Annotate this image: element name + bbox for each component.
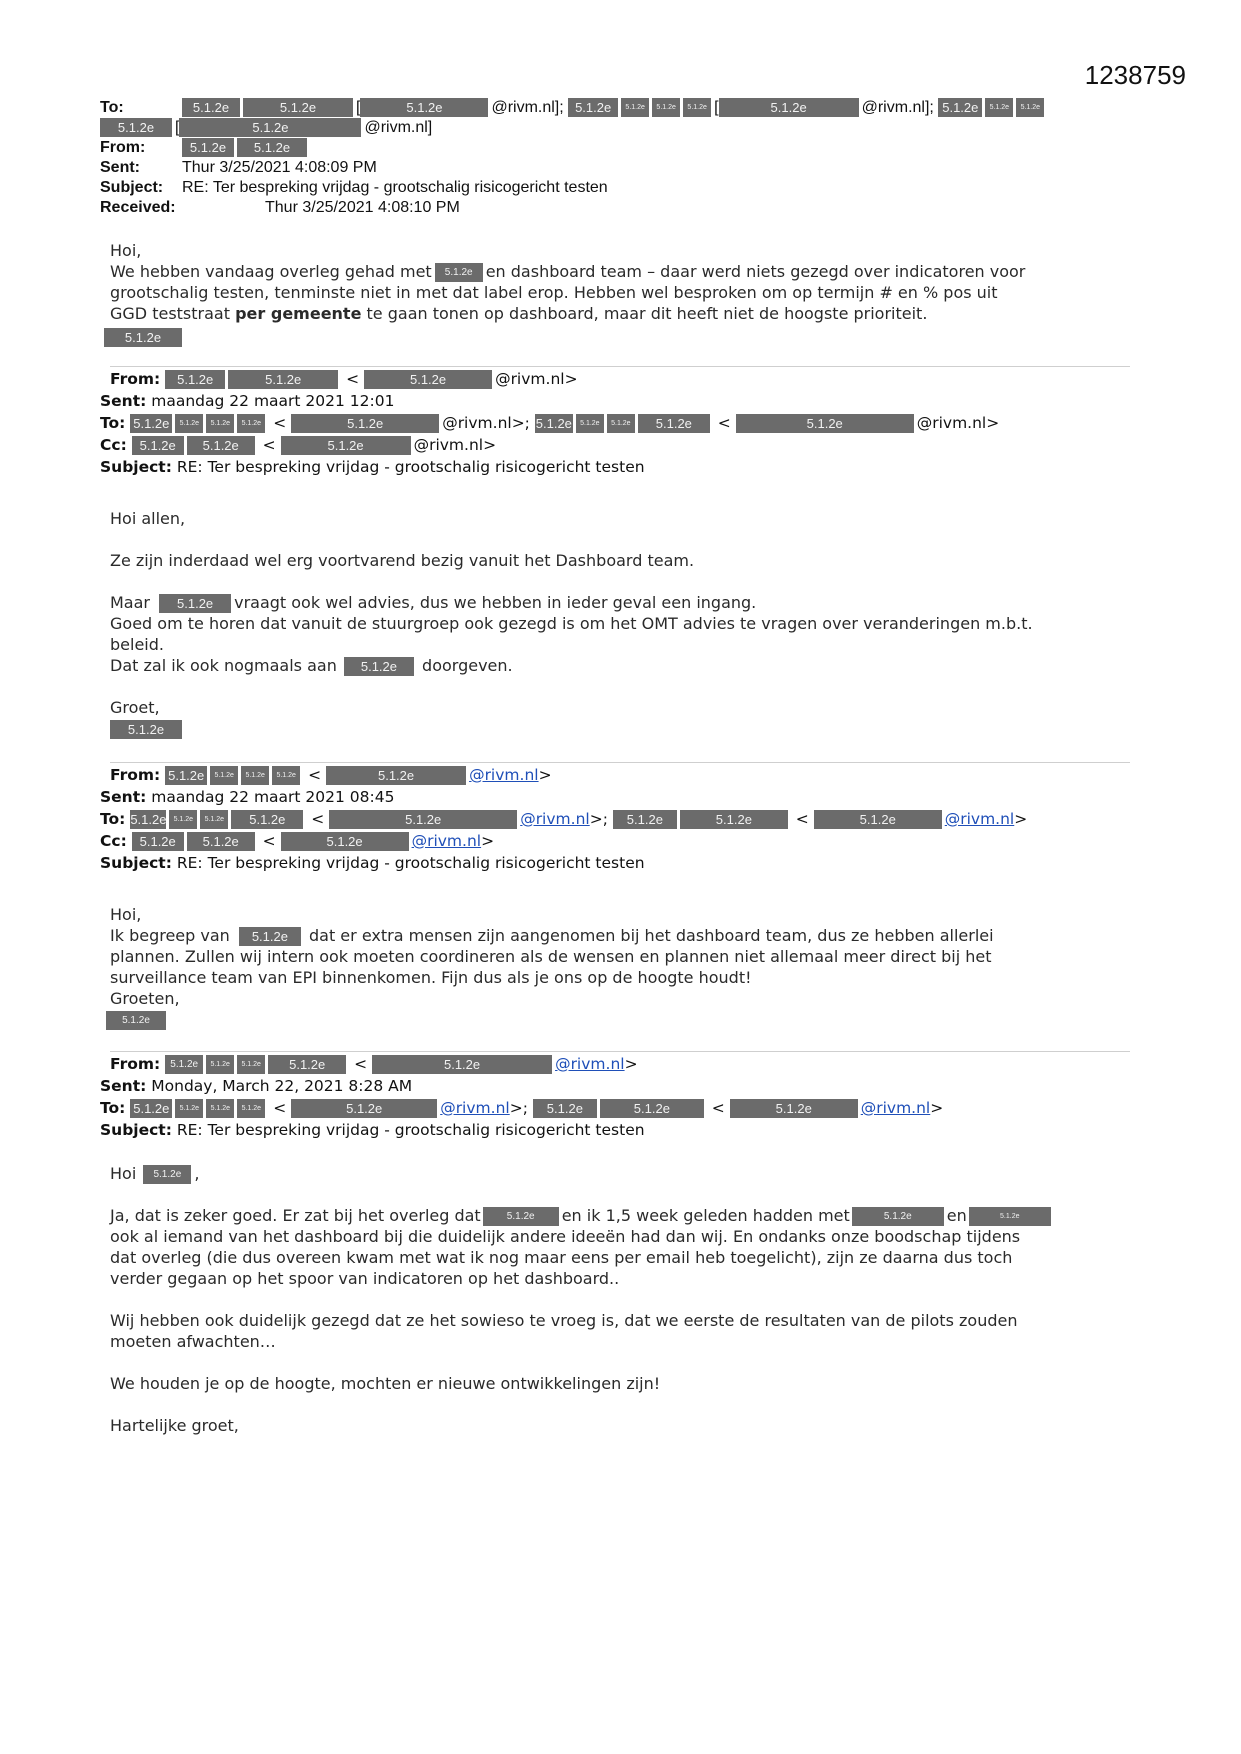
redaction: 5.1.2e bbox=[241, 766, 269, 785]
redaction: 5.1.2e bbox=[268, 1055, 346, 1074]
signature bbox=[110, 1009, 1150, 1030]
body-line: Wij hebben ook duidelijk gezegd dat ze het sowieso te vroeg is, dat we eerste de resultaten van de pilots zouden bbox=[110, 1311, 1018, 1330]
body-line: Ik begreep van 5.1.2e dat er extra mensen zijn aangenomen bij het dashboard team, dus ze hebben allerlei bbox=[110, 926, 994, 945]
redaction: 5.1.2e bbox=[110, 720, 182, 739]
subject-label: Subject: bbox=[100, 179, 164, 196]
received-value: Thur 3/25/2021 4:08:10 PM bbox=[265, 199, 460, 216]
greeting: Hoi 5.1.2e , bbox=[110, 1164, 200, 1183]
bracket: [ bbox=[356, 99, 361, 116]
message-body-1 bbox=[110, 240, 1150, 347]
redaction: 5.1.2e bbox=[344, 657, 414, 676]
redaction: 5.1.2e bbox=[613, 810, 677, 829]
redaction: 5.1.2e bbox=[200, 810, 228, 829]
cc-line: Cc: 5.1.2e 5.1.2e < 5.1.2e @rivm.nl> bbox=[100, 436, 497, 454]
redaction: 5.1.2e bbox=[680, 810, 788, 829]
redaction: 5.1.2e bbox=[533, 1099, 597, 1118]
body-line: Ze zijn inderdaad wel erg voortvarend bezig vanuit het Dashboard team. bbox=[110, 551, 695, 570]
redaction: 5.1.2e bbox=[237, 1099, 265, 1118]
redaction: 5.1.2e bbox=[435, 263, 483, 282]
redaction: 5.1.2e bbox=[814, 810, 942, 829]
redaction: 5.1.2e bbox=[165, 766, 207, 785]
redaction: 5.1.2e bbox=[143, 1165, 191, 1184]
redaction: 5.1.2e bbox=[130, 1099, 172, 1118]
cc-line: Cc: 5.1.2e 5.1.2e < 5.1.2e @rivm.nl> bbox=[100, 832, 495, 850]
sent-value: Thur 3/25/2021 4:08:09 PM bbox=[182, 159, 377, 176]
redaction: 5.1.2e bbox=[621, 98, 649, 117]
redaction: 5.1.2e bbox=[272, 766, 300, 785]
redaction: 5.1.2e bbox=[243, 98, 353, 117]
body-line: We houden je op de hoogte, mochten er nieuwe ontwikkelingen zijn! bbox=[110, 1374, 661, 1393]
separator bbox=[110, 1051, 1130, 1052]
to-line-continued bbox=[100, 118, 432, 138]
from-label: From: bbox=[100, 139, 146, 156]
redaction: 5.1.2e bbox=[281, 436, 411, 455]
redaction: 5.1.2e bbox=[372, 1055, 552, 1074]
greeting: Hoi, bbox=[110, 241, 142, 260]
body-line: beleid. bbox=[110, 635, 164, 654]
redaction: 5.1.2e bbox=[132, 436, 184, 455]
redaction: 5.1.2e bbox=[100, 118, 172, 137]
message-body-2 bbox=[110, 508, 1150, 739]
redaction: 5.1.2e bbox=[329, 810, 517, 829]
closing: Groet, bbox=[110, 698, 160, 717]
body-line: verder gegaan op het spoor van indicatoren op het dashboard.. bbox=[110, 1269, 620, 1288]
redaction: 5.1.2e bbox=[169, 810, 197, 829]
received-line bbox=[100, 198, 460, 218]
redaction: 5.1.2e bbox=[165, 370, 225, 389]
sent-line bbox=[100, 158, 377, 178]
redaction: 5.1.2e bbox=[175, 1099, 203, 1118]
redaction: 5.1.2e bbox=[106, 1011, 166, 1030]
separator bbox=[110, 366, 1130, 367]
redaction: 5.1.2e bbox=[165, 1055, 203, 1074]
redaction: 5.1.2e bbox=[179, 118, 361, 137]
redaction: 5.1.2e bbox=[228, 370, 338, 389]
redaction: 5.1.2e bbox=[159, 594, 231, 613]
redaction: 5.1.2e bbox=[1016, 98, 1044, 117]
body-line: dat overleg (die dus overeen kwam met wat ik nog maar eens per email heb toegelicht), zijn ze daarna dus toch bbox=[110, 1248, 1013, 1267]
redaction: 5.1.2e bbox=[237, 1055, 265, 1074]
from-line: From: 5.1.2e 5.1.2e < 5.1.2e @rivm.nl> bbox=[110, 370, 578, 388]
signature bbox=[110, 718, 1150, 739]
to-line bbox=[100, 98, 1047, 118]
redaction: 5.1.2e bbox=[237, 138, 307, 157]
from-line bbox=[100, 138, 310, 158]
redaction: 5.1.2e bbox=[237, 414, 265, 433]
redaction: 5.1.2e bbox=[719, 98, 859, 117]
to-line: To: 5.1.2e 5.1.2e 5.1.2e 5.1.2e < 5.1.2e @rivm.nl>; 5.1.2e 5.1.2e 5.1.2e 5.1.2e < 5.1.2e @rivm.nl> bbox=[100, 414, 1000, 432]
redaction: 5.1.2e bbox=[281, 832, 409, 851]
redaction: 5.1.2e bbox=[652, 98, 680, 117]
email-domain: @rivm.nl]; bbox=[491, 99, 564, 116]
received-label: Received: bbox=[100, 199, 176, 216]
redaction: 5.1.2e bbox=[182, 138, 234, 157]
redaction: 5.1.2e bbox=[182, 98, 240, 117]
redaction: 5.1.2e bbox=[483, 1207, 559, 1226]
redaction: 5.1.2e bbox=[132, 832, 184, 851]
redaction: 5.1.2e bbox=[206, 414, 234, 433]
redaction: 5.1.2e bbox=[210, 766, 238, 785]
bracket: [ bbox=[175, 119, 180, 136]
redaction: 5.1.2e bbox=[291, 1099, 437, 1118]
redaction: 5.1.2e bbox=[576, 414, 604, 433]
redaction: 5.1.2e bbox=[291, 414, 439, 433]
redaction: 5.1.2e bbox=[175, 414, 203, 433]
subject-line: Subject: RE: Ter bespreking vrijdag - grootschalig risicogericht testen bbox=[100, 458, 645, 476]
from-line: From: 5.1.2e 5.1.2e 5.1.2e 5.1.2e < 5.1.2e @rivm.nl> bbox=[110, 1055, 638, 1073]
email-domain: @rivm.nl] bbox=[364, 119, 433, 136]
redaction: 5.1.2e bbox=[683, 98, 711, 117]
subject-line bbox=[100, 178, 608, 198]
body-line: surveillance team van EPI binnenkomen. Fijn dus als je ons op de hoogte houdt! bbox=[110, 968, 752, 987]
closing: Groeten, bbox=[110, 989, 180, 1008]
redaction: 5.1.2e bbox=[985, 98, 1013, 117]
message-body-3 bbox=[110, 904, 1150, 1030]
sent-line: Sent: Monday, March 22, 2021 8:28 AM bbox=[100, 1077, 413, 1095]
redaction: 5.1.2e bbox=[239, 927, 301, 946]
redaction: 5.1.2e bbox=[130, 414, 172, 433]
redaction: 5.1.2e bbox=[326, 766, 466, 785]
body-line: We hebben vandaag overleg gehad met 5.1.2e en dashboard team – daar werd niets gezegd over indicatoren voor bbox=[110, 262, 1026, 281]
body-line: ook al iemand van het dashboard bij die duidelijk andere ideeën had dan wij. En ondanks onze boodschap tijdens bbox=[110, 1227, 1021, 1246]
body-line: Ja, dat is zeker goed. Er zat bij het overleg dat 5.1.2e en ik 1,5 week geleden hadden met 5.1.2e en 5.1.2e bbox=[110, 1205, 1150, 1226]
redaction: 5.1.2e bbox=[187, 832, 255, 851]
separator bbox=[110, 762, 1130, 763]
body-line: Dat zal ik ook nogmaals aan 5.1.2e doorgeven. bbox=[110, 656, 513, 675]
greeting: Hoi, bbox=[110, 905, 142, 924]
sent-line: Sent: maandag 22 maart 2021 12:01 bbox=[100, 392, 395, 410]
page-number: 1238759 bbox=[1084, 60, 1186, 90]
signature bbox=[110, 326, 1150, 347]
redaction: 5.1.2e bbox=[730, 1099, 858, 1118]
redaction: 5.1.2e bbox=[360, 98, 488, 117]
redaction: 5.1.2e bbox=[969, 1207, 1051, 1226]
body-line: Goed om te horen dat vanuit de stuurgroep ook gezegd is om het OMT advies te vragen over veranderingen m.b.t. bbox=[110, 614, 1033, 633]
to-line: To: 5.1.2e 5.1.2e 5.1.2e 5.1.2e < 5.1.2e @rivm.nl>; 5.1.2e 5.1.2e < 5.1.2e @rivm.nl> bbox=[100, 810, 1028, 828]
to-label: To: bbox=[100, 99, 124, 116]
body-line: moeten afwachten… bbox=[110, 1332, 276, 1351]
message-body-4 bbox=[110, 1163, 1150, 1436]
redaction: 5.1.2e bbox=[535, 416, 572, 431]
from-line: From: 5.1.2e 5.1.2e 5.1.2e 5.1.2e < 5.1.2e @rivm.nl> bbox=[110, 766, 552, 784]
redaction: 5.1.2e bbox=[638, 414, 710, 433]
redaction: 5.1.2e bbox=[187, 436, 255, 455]
redaction: 5.1.2e bbox=[206, 1099, 234, 1118]
body-line: Maar 5.1.2e vraagt ook wel advies, dus we hebben in ieder geval een ingang. bbox=[110, 593, 757, 612]
redaction: 5.1.2e bbox=[852, 1207, 944, 1226]
redaction: 5.1.2e bbox=[364, 370, 492, 389]
to-line: To: 5.1.2e 5.1.2e 5.1.2e 5.1.2e < 5.1.2e @rivm.nl>; 5.1.2e 5.1.2e < 5.1.2e @rivm.nl> bbox=[100, 1099, 944, 1117]
greeting: Hoi allen, bbox=[110, 509, 186, 528]
redaction: 5.1.2e bbox=[938, 98, 982, 117]
body-line: GGD teststraat per gemeente te gaan tonen op dashboard, maar dit heeft niet de hoogste prioriteit. bbox=[110, 304, 928, 323]
sent-label: Sent: bbox=[100, 159, 140, 176]
redaction: 5.1.2e bbox=[231, 810, 303, 829]
redaction: 5.1.2e bbox=[607, 414, 635, 433]
redaction: 5.1.2e bbox=[736, 414, 914, 433]
body-line: grootschalig testen, tenminste niet in met dat label erop. Hebben wel besproken om op termijn # en % pos uit bbox=[110, 283, 998, 302]
email-domain: @rivm.nl]; bbox=[861, 99, 934, 116]
subject-line: Subject: RE: Ter bespreking vrijdag - grootschalig risicogericht testen bbox=[100, 1121, 645, 1139]
body-line: plannen. Zullen wij intern ook moeten coordineren als de wensen en plannen niet allemaal meer direct bij het bbox=[110, 947, 992, 966]
redaction: 5.1.2e bbox=[104, 328, 182, 347]
subject-line: Subject: RE: Ter bespreking vrijdag - grootschalig risicogericht testen bbox=[100, 854, 645, 872]
bracket: [ bbox=[714, 99, 719, 116]
subject-value: RE: Ter bespreking vrijdag - grootschalig risicogericht testen bbox=[182, 179, 608, 196]
redaction: 5.1.2e bbox=[568, 98, 618, 117]
redaction: 5.1.2e bbox=[600, 1099, 704, 1118]
redaction: 5.1.2e bbox=[130, 812, 167, 827]
redaction: 5.1.2e bbox=[206, 1055, 234, 1074]
sent-line: Sent: maandag 22 maart 2021 08:45 bbox=[100, 788, 395, 806]
closing: Hartelijke groet, bbox=[110, 1416, 239, 1435]
